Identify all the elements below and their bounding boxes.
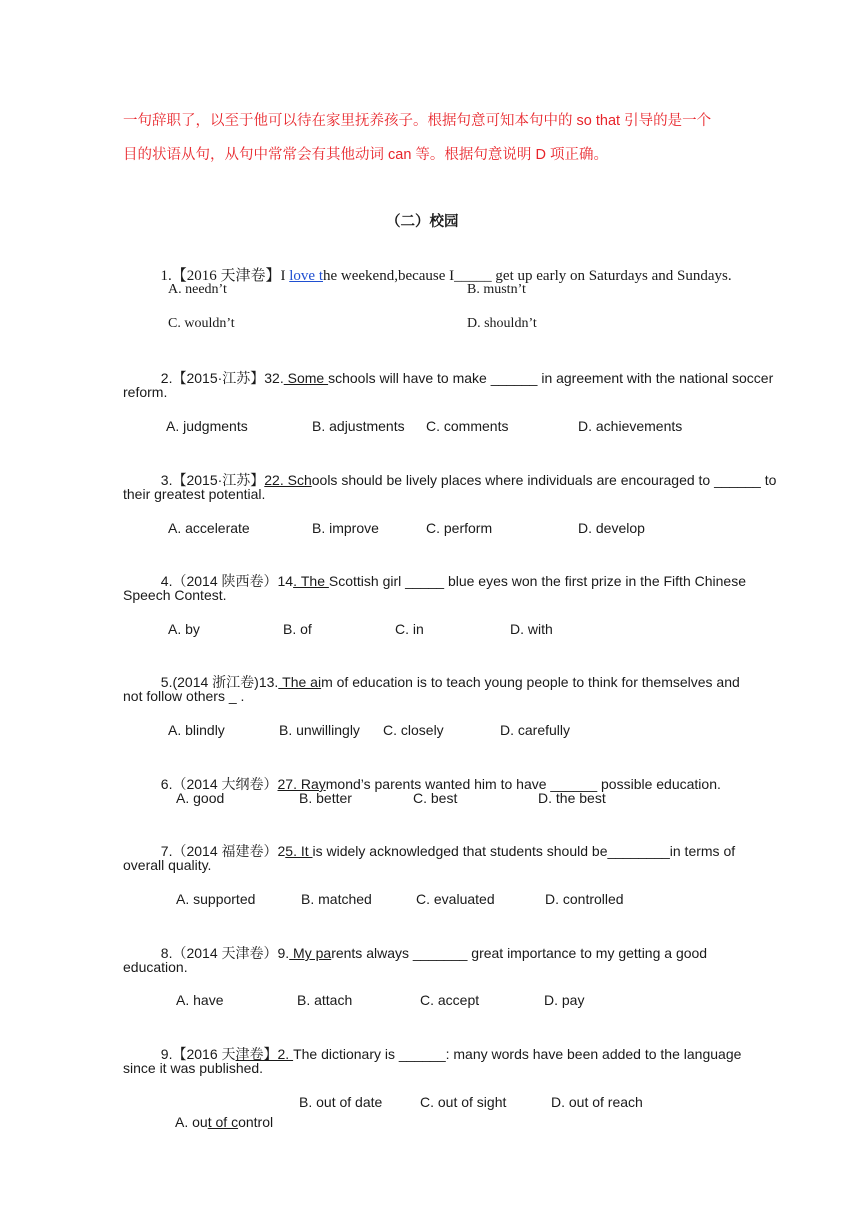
- option-c: C. closely: [383, 722, 444, 738]
- question-1: [153, 246, 732, 286]
- option-c: C. in: [395, 621, 424, 637]
- option-d: D. develop: [578, 520, 645, 536]
- option-d: D. the best: [538, 790, 606, 806]
- option-d: D. pay: [544, 992, 585, 1008]
- question-prefix: 4.（2014 陕西卷）14: [160, 573, 294, 589]
- question-text: m of education is to teach young people to think for themselves and: [321, 674, 740, 690]
- option-d: D. with: [510, 621, 553, 637]
- section-title: （二）校园: [386, 214, 459, 230]
- option-c: C. accept: [420, 992, 480, 1008]
- question-underlined: 27. Ray: [277, 776, 326, 792]
- explanation-line-2: 目的状语从句，从句中常常会有其他动词 can 等。根据句意说明 D 项正确。: [123, 147, 608, 163]
- question-text: rents always _______ great importance to my getting a good: [331, 945, 708, 961]
- option-a: A. blindly: [168, 722, 225, 738]
- option-a: A. have: [176, 992, 224, 1008]
- option-c: C. best: [413, 790, 458, 806]
- question-9-continued: since it was published.: [123, 1060, 264, 1076]
- option-b: B. better: [299, 790, 352, 806]
- option-a-part: A. ou: [175, 1114, 208, 1130]
- question-text: mond’s parents wanted him to have ______ possible education.: [325, 776, 721, 792]
- option-a-underlined: t of c: [207, 1114, 239, 1130]
- explanation-line-1: 一句辞职了，以至于他可以待在家里抚养孩子。根据句意可知本句中的 so that 引导的是一个: [123, 113, 712, 129]
- question-prefix: 6.（2014 大纲卷）: [160, 776, 278, 792]
- question-underlined: Some: [283, 370, 329, 386]
- question-prefix: 7.（2014 福建卷）2: [160, 843, 286, 859]
- option-b: B. improve: [312, 520, 379, 536]
- option-c: C. comments: [426, 418, 509, 434]
- question-prefix: 8.（2014 天津卷）9.: [160, 945, 290, 961]
- option-c: C. evaluated: [416, 891, 495, 907]
- question-text: ools should be lively places where individuals are encouraged to ______ to: [311, 472, 777, 488]
- option-b: B. adjustments: [312, 418, 405, 434]
- option-d: D. shouldn’t: [467, 316, 537, 331]
- question-text: schools will have to make ______ in agreement with the national soccer: [328, 370, 774, 386]
- option-c: C. wouldn’t: [168, 316, 235, 331]
- question-underlined: 22. Sch: [264, 472, 312, 488]
- option-d: D. out of reach: [551, 1094, 643, 1110]
- option-d: D. controlled: [545, 891, 624, 907]
- option-b: B. matched: [301, 891, 372, 907]
- question-underlined: The ai: [278, 674, 322, 690]
- question-7: [153, 821, 735, 861]
- option-b: B. out of date: [299, 1094, 383, 1110]
- option-b: B. mustn’t: [467, 282, 526, 297]
- option-a-part: ontrol: [238, 1114, 274, 1130]
- question-text: he weekend,because I_____ get up early on Saturdays and Sundays.: [323, 268, 732, 284]
- question-4: [153, 551, 746, 591]
- question-prefix: 5.(2014 浙江卷)13.: [160, 674, 279, 690]
- option-d: D. achievements: [578, 418, 683, 434]
- option-b: B. attach: [297, 992, 353, 1008]
- option-a: A. needn’t: [168, 282, 227, 297]
- option-a: A. supported: [176, 891, 256, 907]
- question-prefix: 1.【2016 天津卷】I: [160, 268, 290, 284]
- question-link[interactable]: love t: [289, 268, 323, 284]
- question-5-continued: not follow others _ .: [123, 688, 245, 704]
- question-underlined: 5. It: [285, 843, 313, 859]
- question-text: The dictionary is ______: many words have been added to the language: [293, 1046, 742, 1062]
- option-c: C. perform: [426, 520, 493, 536]
- question-8-continued: education.: [123, 959, 188, 975]
- option-a: A. by: [168, 621, 200, 637]
- question-3-continued: their greatest potential.: [123, 486, 266, 502]
- option-a: [168, 1092, 273, 1132]
- question-7-continued: overall quality.: [123, 857, 212, 873]
- option-a: A. accelerate: [168, 520, 250, 536]
- question-underlined: My pa: [289, 945, 332, 961]
- option-c: C. out of sight: [420, 1094, 507, 1110]
- question-prefix: 9.【2016 天: [160, 1046, 236, 1062]
- question-underlined: 津卷】2.: [235, 1046, 294, 1062]
- question-4-continued: Speech Contest.: [123, 587, 227, 603]
- option-b: B. unwillingly: [279, 722, 360, 738]
- option-b: B. of: [283, 621, 312, 637]
- question-8: [153, 923, 707, 963]
- question-prefix: 2.【2015·江苏】32.: [160, 370, 284, 386]
- option-d: D. carefully: [500, 722, 571, 738]
- option-a: A. good: [176, 790, 225, 806]
- option-a: A. judgments: [166, 418, 248, 434]
- question-2-continued: reform.: [123, 384, 168, 400]
- question-text: Scottish girl _____ blue eyes won the first prize in the Fifth Chinese: [328, 573, 746, 589]
- question-underlined: . The: [293, 573, 329, 589]
- question-prefix: 3.【2015·江苏】: [160, 472, 265, 488]
- question-text: is widely acknowledged that students should be________in terms of: [312, 843, 736, 859]
- question-2: [153, 348, 773, 388]
